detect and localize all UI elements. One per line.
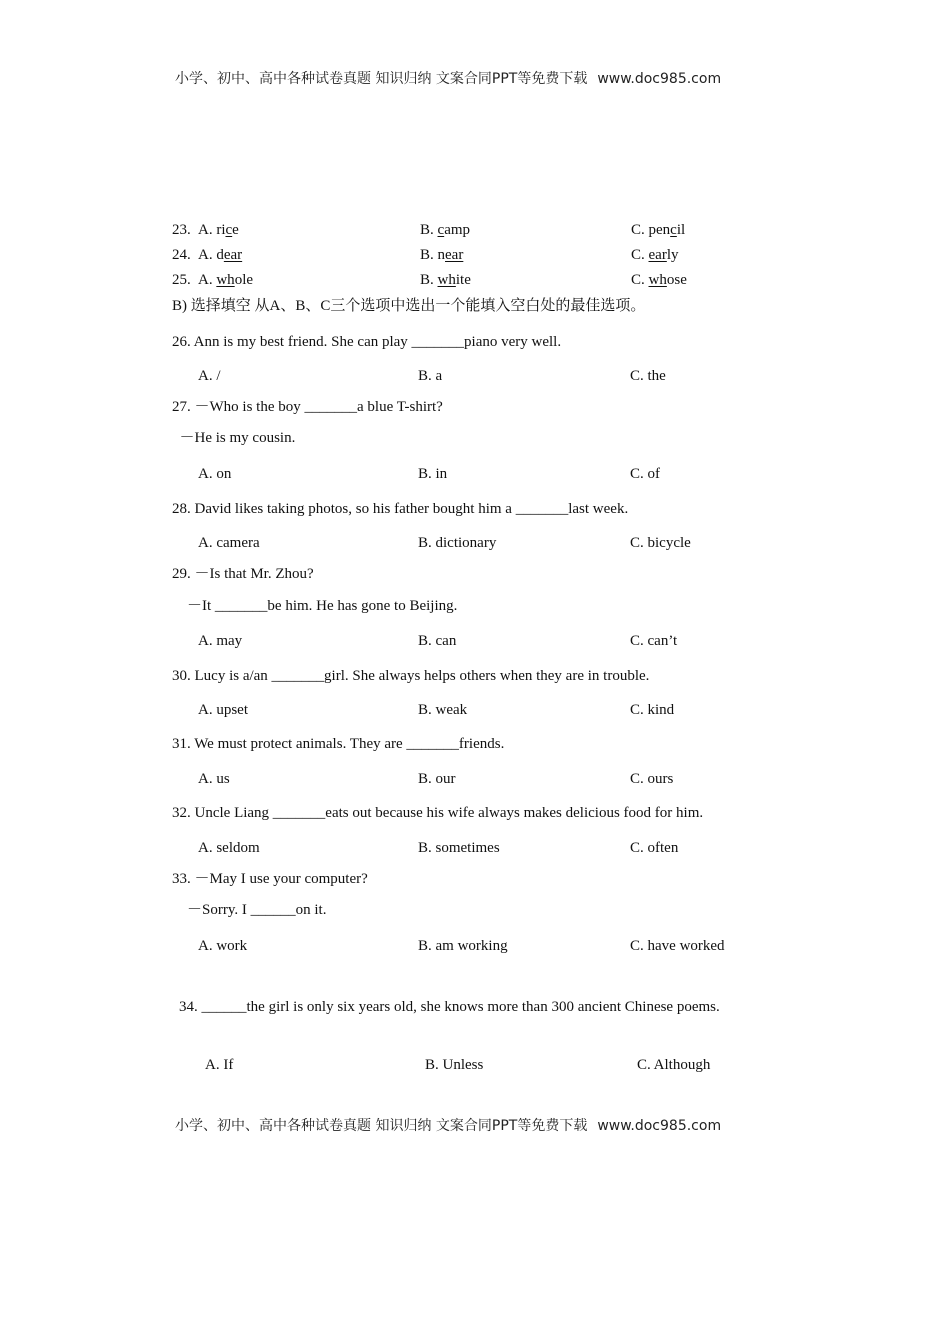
answer-option: B. a [418, 368, 443, 384]
underlined-letters: wh [216, 272, 235, 288]
question-stem: 26. Ann is my best friend. She can play _______piano very well. [172, 334, 562, 350]
question-stem: 32. Uncle Liang _______eats out because his wife always makes delicious food for him. [172, 805, 704, 821]
footer-text: 小学、初中、高中各种试卷真题 知识归纳 文案合同PPT等免费下载 [175, 1118, 588, 1134]
phonics-option: C. whose [631, 272, 687, 288]
answer-option: A. If [205, 1057, 234, 1073]
question-stem: －Sorry. I ______on it. [172, 902, 327, 918]
page-footer [175, 1117, 721, 1135]
answer-option: A. upset [198, 702, 248, 718]
answer-option: B. sometimes [418, 840, 500, 856]
question-stem: 34. ______the girl is only six years old, she knows more than 300 ancient Chinese poems. [179, 999, 720, 1015]
question-number: 24. [172, 247, 191, 263]
answer-option: A. on [198, 466, 232, 482]
answer-option: C. of [630, 466, 660, 482]
page-header [175, 70, 721, 88]
answer-option: A. / [198, 368, 221, 384]
phonics-option: C. early [631, 247, 679, 263]
answer-option: C. ours [630, 771, 674, 787]
answer-option: B. dictionary [418, 535, 497, 551]
answer-option: C. have worked [630, 938, 725, 954]
phonics-option: A. dear [198, 247, 243, 263]
phonics-option: C. pencil [631, 222, 686, 238]
phonics-option: B. near [420, 247, 464, 263]
question-stem: 33. －May I use your computer? [172, 871, 368, 887]
underlined-letters: ear [648, 247, 667, 263]
answer-option: B. can [418, 633, 457, 649]
underlined-letters: c [225, 222, 233, 238]
question-stem: 27. －Who is the boy _______a blue T-shirt? [172, 399, 443, 415]
answer-option: B. Unless [425, 1057, 484, 1073]
answer-option: A. seldom [198, 840, 260, 856]
header-text: 小学、初中、高中各种试卷真题 知识归纳 文案合同PPT等免费下载 [175, 71, 588, 87]
answer-option: C. the [630, 368, 666, 384]
section-b-instruction: B) 选择填空 从A、B、C三个选项中选出一个能填入空白处的最佳选项。 [172, 298, 646, 314]
underlined-letters: ear [223, 247, 243, 263]
answer-option: B. in [418, 466, 448, 482]
underlined-letters: wh [437, 272, 456, 288]
answer-option: C. Although [637, 1057, 711, 1073]
answer-option: A. work [198, 938, 248, 954]
question-stem: 31. We must protect animals. They are _______friends. [172, 736, 505, 752]
answer-option: B. weak [418, 702, 468, 718]
underlined-letters: ear [445, 247, 464, 263]
phonics-option: A. rice [198, 222, 239, 238]
underlined-letters: c [437, 222, 445, 238]
question-number: 25. [172, 272, 191, 288]
question-stem: －He is my cousin. [172, 430, 296, 446]
underlined-letters: c [670, 222, 677, 238]
phonics-option: B. white [420, 272, 471, 288]
answer-option: B. am working [418, 938, 508, 954]
answer-option: A. camera [198, 535, 260, 551]
question-stem: 30. Lucy is a/an _______girl. She always helps others when they are in trouble. [172, 668, 650, 684]
answer-option: C. often [630, 840, 679, 856]
underlined-letters: wh [648, 272, 667, 288]
question-stem: 28. David likes taking photos, so his father bought him a _______last week. [172, 501, 629, 517]
answer-option: B. our [418, 771, 456, 787]
answer-option: C. bicycle [630, 535, 691, 551]
answer-option: A. may [198, 633, 243, 649]
answer-option: C. can’t [630, 633, 678, 649]
question-stem: 29. －Is that Mr. Zhou? [172, 566, 314, 582]
phonics-option: B. camp [420, 222, 471, 238]
header-url: www.doc985.com [597, 71, 722, 87]
footer-url: www.doc985.com [597, 1118, 722, 1134]
answer-option: C. kind [630, 702, 675, 718]
answer-option: A. us [198, 771, 230, 787]
question-number: 23. [172, 222, 191, 238]
question-stem: －It _______be him. He has gone to Beijing. [172, 598, 458, 614]
phonics-option: A. whole [198, 272, 254, 288]
